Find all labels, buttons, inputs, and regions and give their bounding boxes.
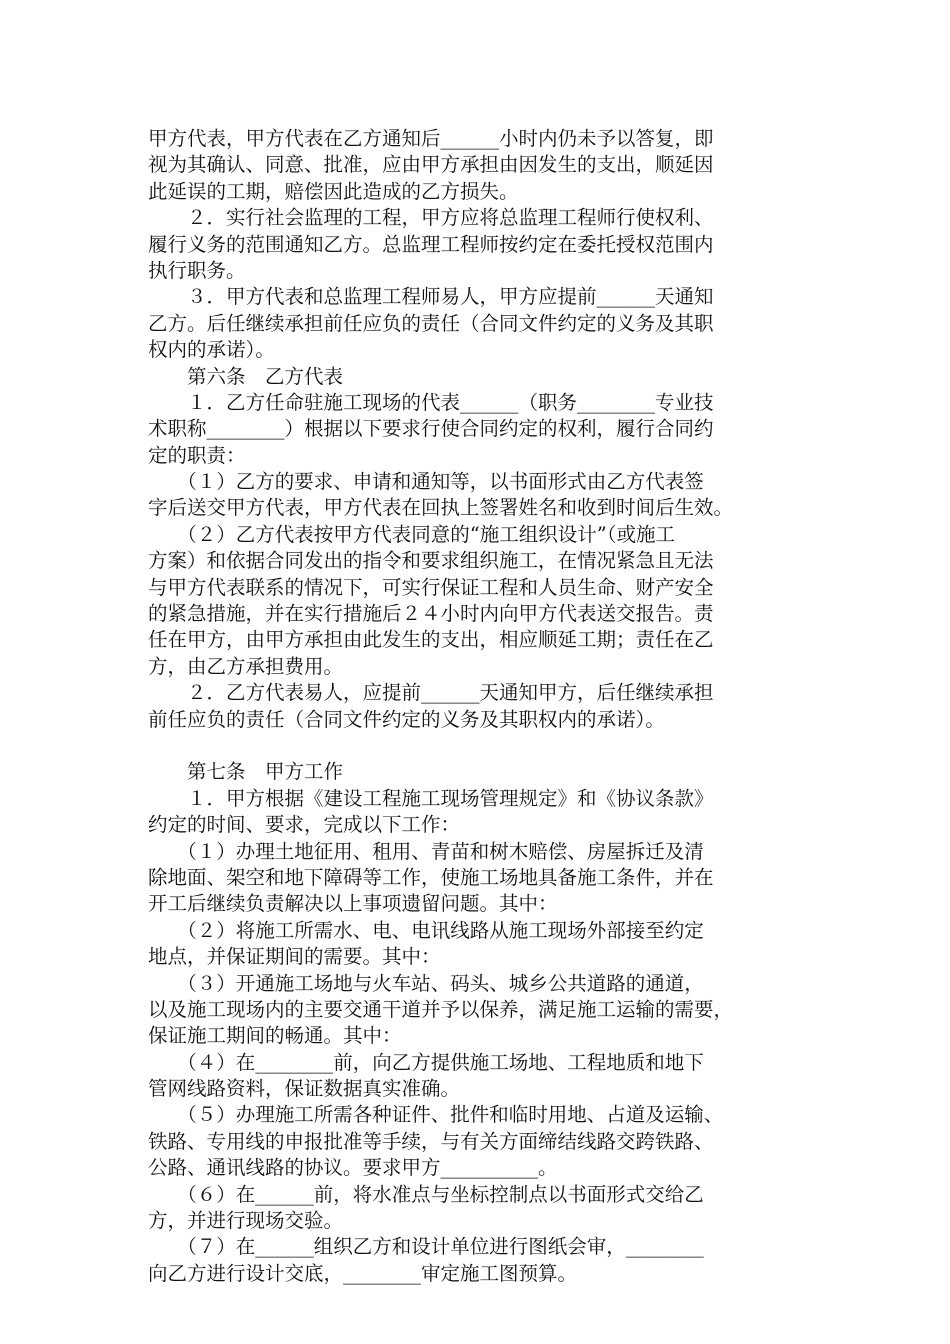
text-line: 保证施工期间的畅通。其中： <box>148 1024 402 1048</box>
text-line: 此延误的工期，赔偿因此造成的乙方损失。 <box>148 179 519 203</box>
text-line: 方案）和依据合同发出的指令和要求组织施工，在情况紧急且无法 <box>148 549 714 573</box>
text-line: 方，由乙方承担费用。 <box>148 654 344 678</box>
text-line: 地点，并保证期间的需要。其中： <box>148 945 441 969</box>
text-line: （２）乙方代表按甲方代表同意的“施工组织设计”（或施工 <box>148 522 675 546</box>
text-line: ２．实行社会监理的工程，甲方应将总监理工程师行使权利、 <box>148 206 714 230</box>
text-line: １．甲方根据《建设工程施工现场管理规定》和《协议条款》 <box>148 786 714 810</box>
text-line: （１）办理土地征用、租用、青苗和树木赔偿、房屋拆迁及清 <box>148 839 704 863</box>
text-line: 向乙方进行设计交底，________审定施工图预算。 <box>148 1261 578 1285</box>
text-line: 以及施工现场内的主要交通干道并予以保养，满足施工运输的需要， <box>148 997 734 1021</box>
text-line: （４）在________前，向乙方提供施工场地、工程地质和地下 <box>148 1050 704 1074</box>
article-heading: 第六条 乙方代表 <box>148 364 344 388</box>
text-line: 开工后继续负责解决以上事项遗留问题。其中： <box>148 892 558 916</box>
text-line: 与甲方代表联系的情况下，可实行保证工程和人员生命、财产安全 <box>148 575 714 599</box>
text-line: 的紧急措施，并在实行措施后２４小时内向甲方代表送交报告。责 <box>148 602 714 626</box>
text-line: 乙方。后任继续承担前任应负的责任（合同文件约定的义务及其职 <box>148 311 714 335</box>
text-line: 术职称________）根据以下要求行使合同约定的权利，履行合同约 <box>148 417 714 441</box>
text-line: （６）在______前，将水准点与坐标控制点以书面形式交给乙 <box>148 1182 704 1206</box>
text-line: 约定的时间、要求，完成以下工作： <box>148 813 461 837</box>
text-line: 履行义务的范围通知乙方。总监理工程师按约定在委托授权范围内 <box>148 232 714 256</box>
text-line: （３）开通施工场地与火车站、码头、城乡公共道路的通道， <box>148 971 704 995</box>
text-line: ２．乙方代表易人，应提前______天通知甲方，后任继续承担 <box>148 681 714 705</box>
text-line: （５）办理施工所需各种证件、批件和临时用地、占道及运输、 <box>148 1103 724 1127</box>
text-line: 甲方代表，甲方代表在乙方通知后______小时内仍未予以答复，即 <box>148 127 714 150</box>
text-line: 视为其确认、同意、批准，应由甲方承担由因发生的支出，顺延因 <box>148 153 714 177</box>
text-line: 任在甲方，由甲方承担由此发生的支出，相应顺延工期；责任在乙 <box>148 628 714 652</box>
text-line: 权内的承诺）。 <box>148 338 275 362</box>
text-line: 方，并进行现场交验。 <box>148 1209 344 1233</box>
text-line: 定的职责： <box>148 443 246 467</box>
text-line: （１）乙方的要求、申请和通知等，以书面形式由乙方代表签 <box>148 470 704 494</box>
text-line: 除地面、架空和地下障碍等工作，使施工场地具备施工条件，并在 <box>148 865 714 889</box>
text-line: 执行职务。 <box>148 258 246 282</box>
article-heading: 第七条 甲方工作 <box>148 760 344 784</box>
text-line: 前任应负的责任（合同文件约定的义务及其职权内的承诺）。 <box>148 707 665 731</box>
blank-line <box>148 733 812 759</box>
text-line: 字后送交甲方代表，甲方代表在回执上签署姓名和收到时间后生效。 <box>148 496 734 520</box>
text-line: （２）将施工所需水、电、电讯线路从施工现场外部接至约定 <box>148 918 704 942</box>
text-line: （７）在______组织乙方和设计单位进行图纸会审，________ <box>148 1235 704 1259</box>
text-line: 公路、通讯线路的协议。要求甲方__________。 <box>148 1156 558 1180</box>
document-page <box>148 126 812 1287</box>
text-line: １．乙方任命驻施工现场的代表______（职务________专业技 <box>148 390 714 414</box>
text-line: 管网线路资料，保证数据真实准确。 <box>148 1077 461 1101</box>
text-line: 铁路、专用线的申报批准等手续，与有关方面缔结线路交跨铁路、 <box>148 1129 714 1153</box>
text-line: ３．甲方代表和总监理工程师易人，甲方应提前______天通知 <box>148 285 714 309</box>
